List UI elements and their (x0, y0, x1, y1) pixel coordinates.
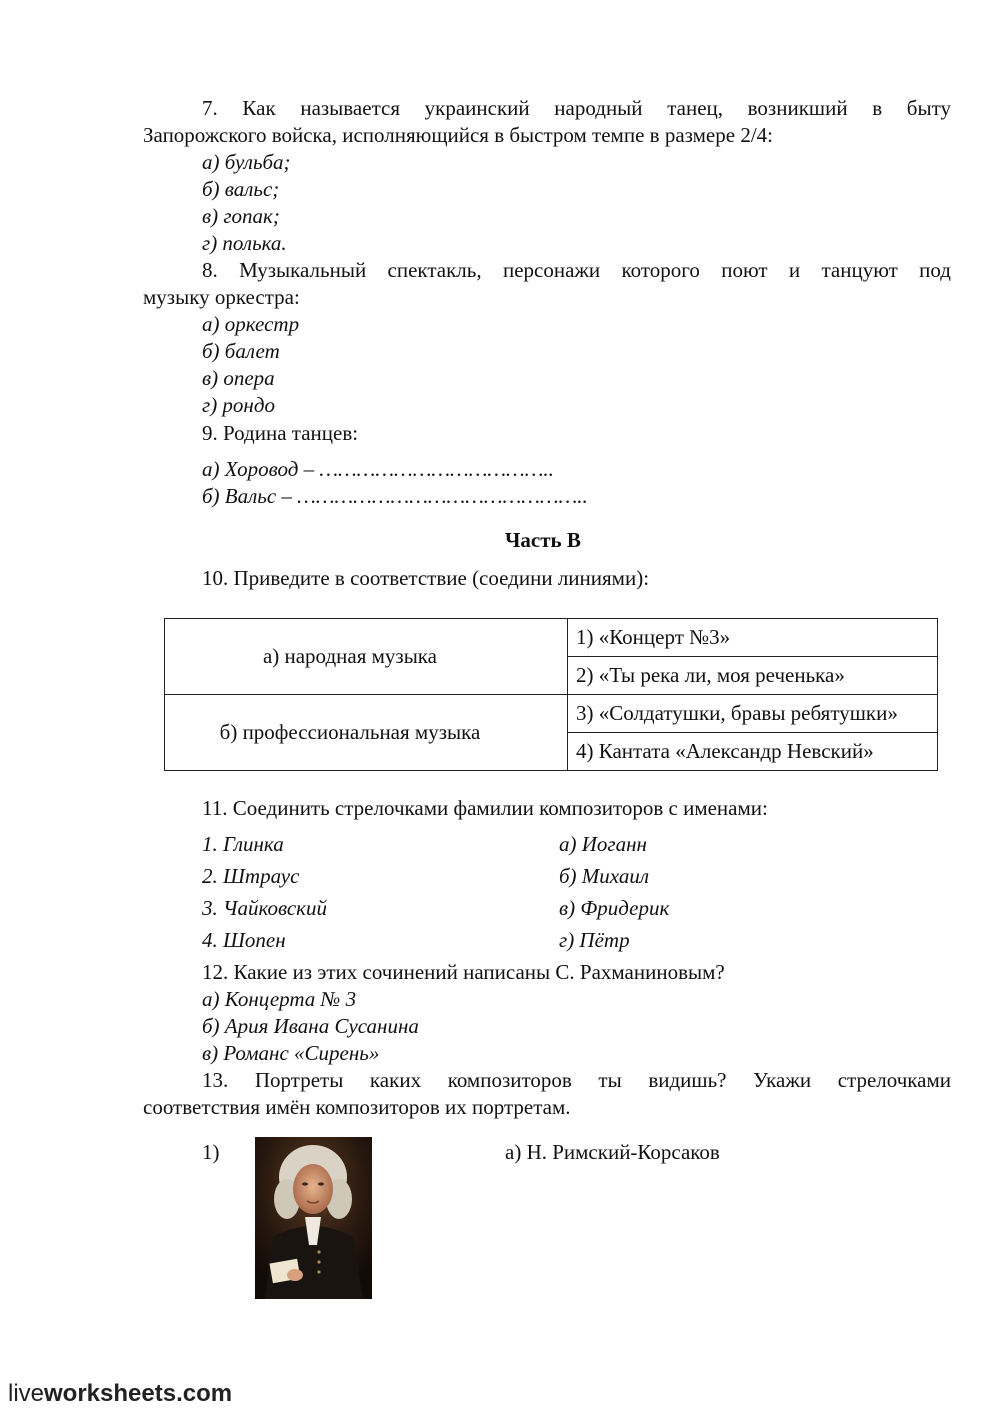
q9-title: 9. Родина танцев: (202, 421, 359, 445)
part-b-heading: Часть В (505, 528, 581, 552)
q7-option-a: а) бульба; (202, 150, 291, 174)
q7-line2: Запорожского войска, исполняющийся в быстром темпе в размере 2/4: (143, 123, 773, 147)
q11-name-c: в) Фридерик (559, 896, 670, 920)
q7-line1: 7. Как называется украинский народный танец, возникший в быту (202, 96, 951, 120)
matching-table (164, 618, 938, 771)
q11-surname-2: 2. Штраус (202, 864, 300, 888)
q13-line1: 13. Портреты каких композиторов ты видишь? Укажи стрелочками (202, 1068, 951, 1092)
q8-option-c: в) опера (202, 366, 275, 390)
table-right-cell-2: 2) «Ты река ли, моя реченька» (567, 657, 937, 695)
q8-option-d: г) рондо (202, 393, 275, 417)
q12-option-c: в) Романс «Сирень» (202, 1041, 380, 1065)
q7-option-c: в) гопак; (202, 204, 280, 228)
q8-line1: 8. Музыкальный спектакль, персонажи которого поют и танцуют под (202, 258, 951, 282)
table-right-cell-3: 3) «Солдатушки, бравы ребятушки» (567, 695, 937, 733)
q8-option-b: б) балет (202, 339, 280, 363)
q9-option-b: б) Вальс – ……………………………………….. (202, 484, 588, 508)
table-right-cell-4: 4) Кантата «Александр Невский» (567, 733, 937, 771)
q12-option-b: б) Ария Ивана Сусанина (202, 1014, 419, 1038)
q9-option-a: а) Хоровод – ……………………………….. (202, 457, 554, 481)
table-left-cell-a: а) народная музыка (165, 619, 568, 695)
q12-option-a: а) Концерта № 3 (202, 987, 357, 1011)
liveworksheets-logo[interactable] (8, 1380, 232, 1408)
logo-light-text: live (8, 1380, 45, 1407)
composer-portrait-image (255, 1137, 372, 1299)
q11-surname-4: 4. Шопен (202, 928, 286, 952)
q8-option-a: а) оркестр (202, 312, 300, 336)
q11-name-a: а) Иоганн (559, 832, 647, 856)
q13-line2: соответствия имён композиторов их портретам. (143, 1095, 571, 1119)
q13-item-number: 1) (202, 1140, 220, 1164)
q12-title: 12. Какие из этих сочинений написаны С. Рахманиновым? (202, 960, 725, 984)
logo-bold-text: worksheets.com (44, 1380, 233, 1407)
q11-surname-1: 1. Глинка (202, 832, 284, 856)
q10-title: 10. Приведите в соответствие (соедини линиями): (202, 566, 650, 590)
q11-surname-3: 3. Чайковский (202, 896, 327, 920)
q7-option-b: б) вальс; (202, 177, 280, 201)
q11-title: 11. Соединить стрелочками фамилии композиторов с именами: (202, 796, 768, 820)
q11-name-b: б) Михаил (559, 864, 649, 888)
q13-answer-a: а) Н. Римский-Корсаков (505, 1140, 720, 1164)
q8-line2: музыку оркестра: (143, 285, 300, 309)
table-left-cell-b: б) профессиональная музыка (165, 695, 568, 771)
q7-option-d: г) полька. (202, 231, 287, 255)
table-right-cell-1: 1) «Концерт №3» (567, 619, 937, 657)
q11-name-d: г) Пётр (559, 928, 630, 952)
